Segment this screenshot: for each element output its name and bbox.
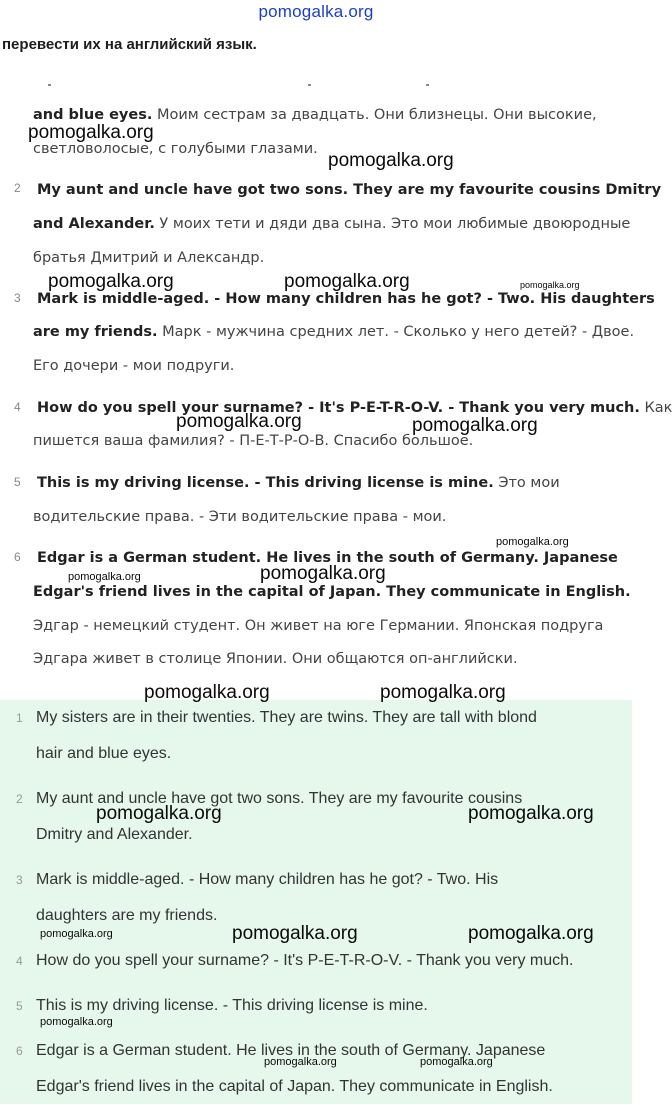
en-text: and blue eyes. — [33, 107, 153, 123]
translation-line — [33, 642, 625, 676]
answer-line: Mark is middle-aged. - How many children has he got? - Two. His — [36, 871, 499, 888]
watermark: pomogalka.org — [380, 682, 506, 703]
en-text: Mark is middle-aged. - How many children has he got? - Two. His daughters — [37, 291, 655, 307]
en-text: This is my driving license. - This driving license is mine. — [37, 475, 494, 491]
answer-number: 4 — [16, 954, 23, 968]
translation-line — [37, 466, 629, 500]
ru-text: Его дочери - мои подруги. — [33, 358, 235, 374]
en-text: My aunt and uncle have got two sons. They are my favourite cousins Dmitry — [37, 182, 662, 198]
watermark: pomogalka.org — [496, 536, 569, 548]
translation-line — [33, 315, 635, 349]
watermark: pomogalka.org — [284, 271, 410, 292]
ru-text: водительские права. - Эти водительские права - мои. — [33, 509, 447, 525]
ru-text: пишется ваша фамилия? - П-Е-Т-Р-О-В. Спасибо большое. — [33, 433, 474, 449]
en-text: Edgar's friend lives in the capital of Japan. They communicate in English. — [33, 584, 631, 600]
ru-text: Как — [639, 400, 672, 416]
watermark: pomogalka.org — [28, 122, 154, 143]
translation-line — [33, 207, 631, 241]
ru-text: У моих тети и дяди два сына. Это мои любимые двоюродные — [154, 216, 631, 232]
translation-line — [37, 173, 662, 207]
watermark: pomogalka.org — [68, 571, 141, 583]
watermark: pomogalka.org — [96, 803, 222, 824]
ru-text: светловолосые, с голубыми глазами. — [33, 141, 318, 157]
ru-text: братья Дмитрий и Александр. — [33, 250, 265, 266]
watermark: pomogalka.org — [40, 1016, 113, 1028]
answer-number: 1 — [16, 711, 23, 725]
watermark: pomogalka.org — [420, 1056, 493, 1068]
answer-line: My sisters are in their twenties. They are twins. They are tall with blond — [36, 709, 537, 726]
watermark: pomogalka.org — [264, 1056, 337, 1068]
ru-text: Моим сестрам за двадцать. Они близнецы. Они высокие, — [152, 107, 597, 123]
ru-text: Это мои — [493, 475, 560, 491]
watermark: pomogalka.org — [468, 923, 594, 944]
translation-line — [33, 241, 625, 275]
answer-number: 6 — [16, 1044, 23, 1058]
item-number: 6 — [14, 550, 21, 564]
item-number: 4 — [14, 400, 21, 414]
answer-number: 3 — [16, 873, 23, 887]
answer-line: Dmitry and Alexander. — [36, 826, 193, 843]
answer-number: 5 — [16, 999, 23, 1013]
answer-line: How do you spell your surname? - It's P-E-T-R-O-V. - Thank you very much. — [36, 952, 574, 969]
watermark: pomogalka.org — [176, 411, 302, 432]
watermark: pomogalka.org — [48, 271, 174, 292]
watermark: pomogalka.org — [468, 803, 594, 824]
answer-line: daughters are my friends. — [36, 907, 218, 924]
site-label[interactable]: pomogalka.org — [258, 2, 374, 21]
en-text: How do you spell your surname? - It's P-E-T-R-O-V. - Thank you very much. — [37, 400, 640, 416]
answer-line: Edgar's friend lives in the capital of Japan. They communicate in English. — [36, 1078, 553, 1095]
en-text: Edgar is a German student. He lives in the south of Germany. Japanese — [37, 550, 618, 566]
en-text: and Alexander. — [33, 216, 155, 232]
ru-text: Эдгар - немецкий студент. Он живет на юге Германии. Японская подруга — [33, 618, 604, 634]
translation-line — [33, 609, 625, 643]
watermark: pomogalka.org — [232, 923, 358, 944]
watermark: pomogalka.org — [412, 415, 538, 436]
item-number: 2 — [14, 181, 21, 195]
answer-line: Edgar is a German student. He lives in the south of Germany. Japanese — [36, 1042, 546, 1059]
answer-number: 2 — [16, 792, 23, 806]
watermark: pomogalka.org — [520, 280, 580, 290]
watermark: pomogalka.org — [144, 682, 270, 703]
page-header: перевести их на английский язык. — [2, 36, 257, 53]
answer-line: This is my driving license. - This driving license is mine. — [36, 997, 428, 1014]
watermark: pomogalka.org — [260, 563, 386, 584]
watermark: pomogalka.org — [328, 150, 454, 171]
cropped-line-remnant — [0, 84, 632, 88]
ru-text: Марк - мужчина средних лет. - Сколько у него детей? - Двое. — [157, 324, 635, 340]
answer-line: My aunt and uncle have got two sons. They are my favourite cousins — [36, 790, 523, 807]
translation-line — [37, 391, 672, 425]
answer-line: hair and blue eyes. — [36, 745, 172, 762]
ru-text: Эдгара живет в столице Японии. Они общаются оп-английски. — [33, 651, 518, 667]
watermark: pomogalka.org — [40, 928, 113, 940]
translation-line — [33, 349, 625, 383]
item-number: 3 — [14, 291, 21, 305]
item-number: 5 — [14, 475, 21, 489]
translation-line — [33, 500, 625, 534]
en-text: are my friends. — [33, 324, 158, 340]
